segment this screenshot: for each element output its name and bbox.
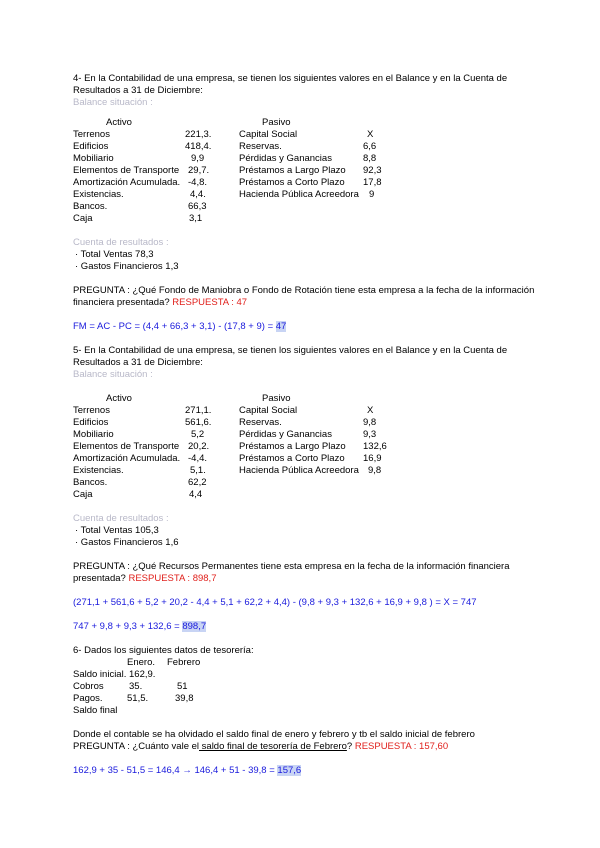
- q4-pasivo-label-4: Préstamos a Corto Plazo: [239, 177, 345, 188]
- q6-intro: 6- Dados los siguientes datos de tesorería:: [73, 645, 254, 656]
- q4-activo-value-5: 4,4.: [190, 189, 206, 200]
- q4-pasivo-label-2: Pérdidas y Ganancias: [239, 153, 332, 164]
- q4-pregunta-line1: PREGUNTA : ¿Qué Fondo de Maniobra o Fondo de Rotación tiene esta empresa a la fecha de la información: [73, 285, 535, 296]
- q6-enero-2: 51,5.: [127, 693, 149, 704]
- q6-pregunta-underlined: saldo final de tesorería de Febrero: [199, 741, 347, 752]
- q4-activo-label-7: Caja: [73, 213, 93, 224]
- q5-total-ventas: · Total Ventas 105,3: [75, 525, 159, 536]
- q4-respuesta: RESPUESTA : 47: [172, 297, 248, 308]
- q4-pasivo-value-2: 8,8: [363, 153, 377, 164]
- q5-intro-line2: Resultados a 31 de Diciembre:: [73, 357, 203, 368]
- q5-activo-value-4: -4,4.: [188, 453, 208, 464]
- q5-formula2-result: 898,7: [182, 621, 207, 632]
- q6-enero-0: 162,9.: [129, 669, 156, 680]
- q5-activo-label-4: Amortización Acumulada.: [73, 453, 181, 464]
- q5-gastos-financieros: · Gastos Financieros 1,6: [75, 537, 179, 548]
- q5-formula1: (271,1 + 561,6 + 5,2 + 20,2 - 4,4 + 5,1 + 62,2 + 4,4) - (9,8 + 9,3 + 132,6 + 16,9 + 9,8 ) = X = 747: [73, 597, 477, 608]
- q5-activo-label-7: Caja: [73, 489, 93, 500]
- q4-activo-value-4: -4,8.: [188, 177, 208, 188]
- q4-pregunta-line2: [73, 297, 247, 309]
- q5-activo-value-5: 5,1.: [190, 465, 206, 476]
- q5-pasivo-value-4: 16,9: [363, 453, 382, 464]
- q5-pasivo-value-0: X: [367, 405, 374, 416]
- q4-total-ventas: · Total Ventas 78,3: [75, 249, 154, 260]
- q6-row-label-2: Pagos.: [73, 693, 103, 704]
- q6-formula-result: 157,6: [277, 765, 302, 776]
- q4-pasivo-label-5: Hacienda Pública Acreedora: [239, 189, 359, 200]
- q5-formula2-text: 747 + 9,8 + 9,3 + 132,6 =: [73, 621, 180, 632]
- q6-febrero-2: 39,8: [175, 693, 194, 704]
- q6-col-febrero: Febrero: [167, 657, 201, 668]
- q4-pasivo-value-4: 17,8: [363, 177, 382, 188]
- q5-balance-label: Balance situación :: [73, 369, 153, 380]
- q5-pasivo-label-2: Pérdidas y Ganancias: [239, 429, 332, 440]
- q4-activo-header: Activo: [106, 117, 132, 128]
- q5-formula2: [73, 621, 206, 633]
- q4-pasivo-value-1: 6,6: [363, 141, 377, 152]
- q4-formula-text: FM = AC - PC = (4,4 + 66,3 + 3,1) - (17,8 + 9) =: [73, 321, 274, 332]
- q5-activo-value-3: 20,2.: [188, 441, 210, 452]
- q6-febrero-1: 51: [177, 681, 188, 692]
- q6-pregunta-end: ?: [346, 741, 353, 752]
- q5-pasivo-value-3: 132,6: [363, 441, 387, 452]
- q5-pregunta-line2: [73, 573, 216, 585]
- q5-pasivo-value-2: 9,3: [363, 429, 377, 440]
- q4-pasivo-label-0: Capital Social: [239, 129, 298, 140]
- q4-formula: [73, 321, 286, 333]
- q4-pasivo-value-5: 9: [369, 189, 375, 200]
- q5-activo-value-7: 4,4: [189, 489, 203, 500]
- q5-pasivo-label-3: Préstamos a Largo Plazo: [239, 441, 346, 452]
- q5-activo-value-0: 271,1.: [185, 405, 212, 416]
- q4-pregunta-text: financiera presentada?: [73, 297, 170, 308]
- q5-activo-label-0: Terrenos: [73, 405, 110, 416]
- q5-activo-value-1: 561,6.: [185, 417, 212, 428]
- q4-formula-result: 47: [275, 321, 287, 332]
- q4-activo-label-3: Elementos de Transporte: [73, 165, 180, 176]
- q4-pasivo-label-1: Reservas.: [239, 141, 282, 152]
- q6-row-label-3: Saldo final: [73, 705, 118, 716]
- q6-col-enero: Enero.: [127, 657, 155, 668]
- q4-pasivo-header: Pasivo: [262, 117, 291, 128]
- q4-activo-value-2: 9,9: [191, 153, 205, 164]
- q4-activo-label-1: Edificios: [73, 141, 109, 152]
- q4-activo-label-5: Existencias.: [73, 189, 124, 200]
- q4-activo-value-7: 3,1: [189, 213, 203, 224]
- q6-enero-1: 35.: [129, 681, 143, 692]
- q4-pasivo-value-3: 92,3: [363, 165, 382, 176]
- q4-gastos-financieros: · Gastos Financieros 1,3: [75, 261, 179, 272]
- q4-activo-value-3: 29,7.: [188, 165, 210, 176]
- q4-activo-value-0: 221,3.: [185, 129, 212, 140]
- q4-intro-line2: Resultados a 31 de Diciembre:: [73, 85, 203, 96]
- q5-intro-line1: 5- En la Contabilidad de una empresa, se tienen los siguientes valores en el Balance y en la Cuenta de: [73, 345, 508, 356]
- q6-row-label-1: Cobros: [73, 681, 104, 692]
- q5-activo-label-5: Existencias.: [73, 465, 124, 476]
- q4-pasivo-label-3: Préstamos a Largo Plazo: [239, 165, 346, 176]
- q4-pasivo-value-0: X: [367, 129, 374, 140]
- q4-resultados-label: Cuenta de resultados :: [73, 237, 169, 248]
- q5-pasivo-label-1: Reservas.: [239, 417, 282, 428]
- q4-intro-line1: 4- En la Contabilidad de una empresa, se tienen los siguientes valores en el Balance y en la Cuenta de: [73, 73, 508, 84]
- q5-activo-label-2: Mobiliario: [73, 429, 114, 440]
- q5-pregunta-line1: PREGUNTA : ¿Qué Recursos Permanentes tiene esta empresa en la fecha de la información financiera: [73, 561, 510, 572]
- q5-resultados-label: Cuenta de resultados :: [73, 513, 169, 524]
- q4-activo-label-6: Bancos.: [73, 201, 108, 212]
- q4-balance-label: Balance situación :: [73, 97, 153, 108]
- q6-respuesta: RESPUESTA : 157,60: [354, 741, 449, 752]
- q5-pasivo-label-0: Capital Social: [239, 405, 298, 416]
- q4-activo-value-6: 66,3: [188, 201, 207, 212]
- q4-activo-label-0: Terrenos: [73, 129, 110, 140]
- q4-activo-label-4: Amortización Acumulada.: [73, 177, 181, 188]
- q6-row-label-0: Saldo inicial.: [73, 669, 127, 680]
- q5-activo-value-6: 62,2: [188, 477, 207, 488]
- q5-pasivo-value-5: 9,8: [368, 465, 382, 476]
- q6-pregunta: [73, 741, 448, 753]
- q5-activo-label-1: Edificios: [73, 417, 109, 428]
- q5-pasivo-value-1: 9,8: [363, 417, 377, 428]
- q4-activo-label-2: Mobiliario: [73, 153, 114, 164]
- q6-nota: Donde el contable se ha olvidado el saldo final de enero y febrero y tb el saldo inicial de febrero: [73, 729, 475, 740]
- q5-activo-value-2: 5,2: [191, 429, 205, 440]
- q6-formula-text: 162,9 + 35 - 51,5 = 146,4 → 146,4 + 51 - 39,8 =: [73, 765, 275, 776]
- q6-pregunta-text: PREGUNTA : ¿Cuánto vale el: [73, 741, 200, 752]
- q6-formula: [73, 765, 301, 777]
- q5-activo-label-3: Elementos de Transporte: [73, 441, 180, 452]
- q4-activo-value-1: 418,4.: [185, 141, 212, 152]
- q5-activo-header: Activo: [106, 393, 132, 404]
- q5-pasivo-header: Pasivo: [262, 393, 291, 404]
- q5-activo-label-6: Bancos.: [73, 477, 108, 488]
- q5-respuesta: RESPUESTA : 898,7: [128, 573, 217, 584]
- q5-pasivo-label-5: Hacienda Pública Acreedora: [239, 465, 359, 476]
- q5-pasivo-label-4: Préstamos a Corto Plazo: [239, 453, 345, 464]
- q5-pregunta-text: presentada?: [73, 573, 126, 584]
